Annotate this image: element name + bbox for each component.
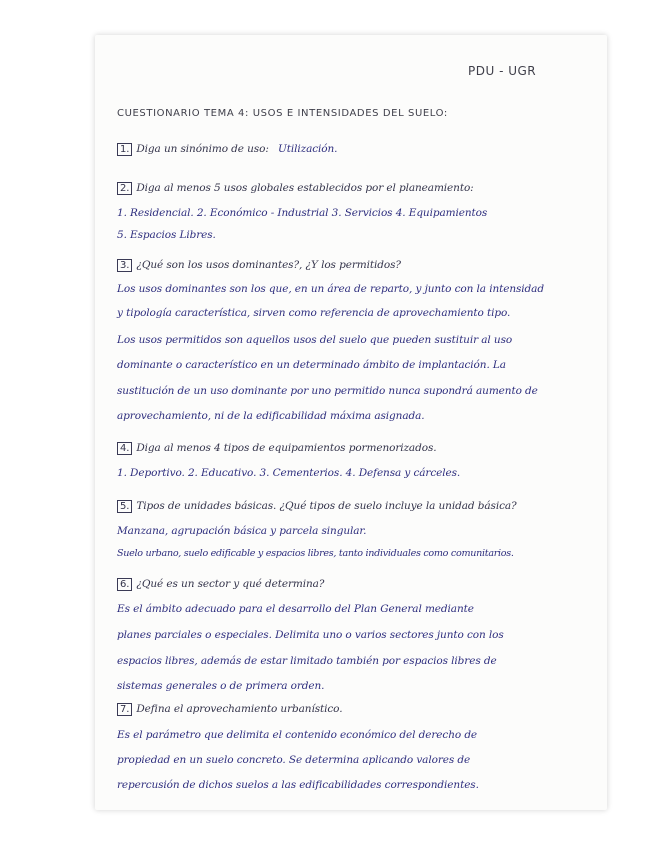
question-1	[117, 143, 337, 156]
question-text: Diga al menos 5 usos globales establecidos por el planeamiento:	[136, 182, 474, 194]
answer-inline: Utilización.	[278, 143, 338, 155]
answer-line: propiedad en un suelo concreto. Se determina aplicando valores de	[117, 754, 471, 766]
answer-line: Suelo urbano, suelo edificable y espacios libres, tanto individuales como comunitarios.	[117, 548, 514, 559]
question-text: Diga un sinónimo de uso:	[136, 143, 269, 155]
question-number: 2.	[117, 182, 132, 195]
question-6	[117, 578, 324, 591]
question-3	[117, 259, 401, 272]
answer-line: 1. Deportivo. 2. Educativo. 3. Cementerios. 4. Defensa y cárceles.	[117, 467, 461, 479]
answer-line: dominante o característico en un determinado ámbito de implantación. La	[117, 359, 506, 371]
question-text: Diga al menos 4 tipos de equipamientos pormenorizados.	[136, 442, 437, 454]
question-2	[117, 182, 474, 195]
question-7	[117, 703, 342, 716]
question-number: 5.	[117, 500, 132, 513]
answer-line: espacios libres, además de estar limitado también por espacios libres de	[117, 655, 497, 667]
answer-line: Es el parámetro que delimita el contenido económico del derecho de	[117, 729, 478, 741]
notebook-page	[95, 35, 607, 810]
question-4	[117, 442, 436, 455]
question-number: 1.	[117, 143, 132, 156]
answer-line: y tipología característica, sirven como referencia de aprovechamiento tipo.	[117, 307, 511, 319]
question-number: 6.	[117, 578, 132, 591]
answer-line: planes parciales o especiales. Delimita uno o varios sectores junto con los	[117, 629, 504, 641]
question-text: Tipos de unidades básicas. ¿Qué tipos de suelo incluye la unidad básica?	[136, 500, 517, 512]
answer-line: Manzana, agrupación básica y parcela singular.	[117, 525, 367, 537]
answer-line: sustitución de un uso dominante por uno permitido nunca supondrá aumento de	[117, 385, 538, 397]
answer-line: Es el ámbito adecuado para el desarrollo del Plan General mediante	[117, 603, 474, 615]
answer-line: 5. Espacios Libres.	[117, 229, 216, 241]
question-text: ¿Qué es un sector y qué determina?	[136, 578, 325, 590]
question-5	[117, 500, 517, 513]
answer-line: Los usos permitidos son aquellos usos del suelo que pueden sustituir al uso	[117, 334, 513, 346]
answer-line: repercusión de dichos suelos a las edificabilidades correspondientes.	[117, 779, 479, 791]
question-number: 7.	[117, 703, 132, 716]
answer-line: 1. Residencial. 2. Económico - Industrial 3. Servicios 4. Equipamientos	[117, 207, 488, 219]
question-text: ¿Qué son los usos dominantes?, ¿Y los permitidos?	[136, 259, 401, 271]
answer-line: Los usos dominantes son los que, en un área de reparto, y junto con la intensidad	[117, 283, 544, 295]
question-number: 4.	[117, 442, 132, 455]
worksheet-title: CUESTIONARIO TEMA 4: USOS E INTENSIDADES DEL SUELO:	[117, 108, 448, 119]
question-number: 3.	[117, 259, 132, 272]
question-text: Defina el aprovechamiento urbanístico.	[136, 703, 343, 715]
answer-line: sistemas generales o de primera orden.	[117, 680, 325, 692]
header-code: PDU - UGR	[468, 64, 537, 78]
answer-line: aprovechamiento, ni de la edificabilidad máxima asignada.	[117, 410, 425, 422]
